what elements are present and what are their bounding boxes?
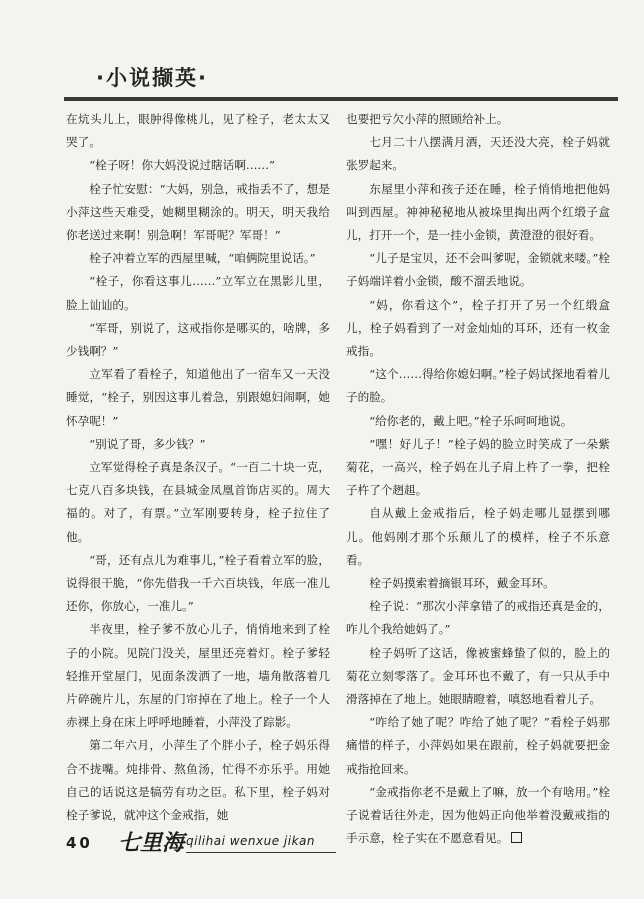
paragraph (346, 178, 610, 248)
paragraph-text: “金戒指你老不是戴上了嘛，放一个有啥用。”栓子说着话往外走，因为他妈正向他举着没戴戒指的手示意，栓子实在不愿意看见。 (346, 784, 610, 846)
paragraph (66, 247, 330, 270)
paragraph-text: “栓子呀！你大妈没说过瞎话啊……” (89, 158, 275, 173)
paragraph-text: “栓子，你看这事儿……”立军立在黑影儿里，脸上讪讪的。 (66, 274, 330, 312)
paragraph-text: “这个……得给你媳妇啊。”栓子妈试探地看着儿子的脸。 (346, 367, 610, 405)
header-divider (64, 97, 618, 101)
paragraph-text: 第二年六月，小萍生了个胖小子，栓子妈乐得合不拢嘴。炖排骨、熬鱼汤，忙得不亦乐乎。用她自己的话说这是犒劳有功之臣。私下里，栓子妈对栓子爹说，就冲这个金戒指，她 (66, 738, 330, 823)
paragraph-text: “哥，还有点儿为难事儿，”栓子看着立军的脸，说得很干脆，“你先借我一千六百块钱，年底一准儿还你，你放心，一准儿。” (66, 552, 330, 614)
paragraph (346, 595, 610, 641)
paragraph-text: 立军看了看栓子，知道他出了一宿车又一天没睡觉，“栓子，别因这事儿着急，别跟媳妇闹啊，她怀孕呢！” (66, 367, 330, 428)
paragraph (346, 294, 610, 364)
paragraph (66, 734, 330, 827)
paragraph (66, 108, 330, 154)
footer-divider (186, 852, 336, 853)
paragraph-text: 半夜里，栓子爹不放心儿子，悄悄地来到了栓子的小院。见院门没关，屋里还亮着灯。栓子爹轻轻推开堂屋门，见面条泼洒了一地，墙角散落着几片碎碗片儿，东屋的门帘掉在了地上。栓子一个人赤裸上身在床上呼呼地睡着，小萍没了踪影。 (66, 622, 330, 730)
paragraph-text: 栓子妈摸索着摘银耳环，戴金耳环。 (369, 576, 555, 591)
paragraph (66, 178, 330, 248)
paragraph-text: 自从戴上金戒指后，栓子妈走哪儿显摆到哪儿。他妈刚才那个乐颠儿了的模样，栓子不乐意看。 (346, 506, 610, 567)
paragraph-text: “给你老的，戴上吧。”栓子乐呵呵地说。 (369, 413, 573, 428)
paragraph-text: 栓子冲着立军的西屋里喊，“咱俩院里说话。” (89, 251, 316, 266)
paragraph-text: 栓子说：“那次小萍拿错了的戒指还真是金的，咋儿个我给她妈了。” (346, 599, 610, 637)
paragraph (66, 154, 330, 177)
paragraph-text: “咋给了她了呢？咋给了她了呢？”看栓子妈那痛惜的样子，小萍妈如果在跟前，栓子妈就要把金戒指抢回来。 (346, 715, 610, 776)
paragraph (346, 781, 610, 851)
paragraph (346, 433, 610, 503)
paragraph (346, 711, 610, 781)
paragraph (66, 456, 330, 549)
section-title: ·小说撷英· (96, 66, 208, 90)
paragraph-text: “嘿！好儿子！”栓子妈的脸立时笑成了一朵紫菊花，一高兴，栓子妈在儿子肩上杵了一拳，把栓子杵了个趔趄。 (346, 436, 610, 498)
paragraph (66, 363, 330, 433)
paragraph-text: “儿子是宝贝，还不会叫爹呢，金锁就来喽。”栓子妈端详着小金锁，酸不溜丢地说。 (346, 251, 610, 289)
paragraph (346, 410, 610, 433)
paragraph-text: 七月二十八摆满月酒，天还没大亮，栓子妈就张罗起来。 (346, 135, 610, 173)
paragraph (346, 131, 610, 177)
paragraph (346, 247, 610, 293)
paragraph (346, 572, 610, 595)
end-of-article-icon (511, 832, 522, 843)
paragraph (66, 270, 330, 316)
paragraph-text: 也要把亏欠小萍的照顾给补上。 (346, 112, 509, 126)
paragraph-text: “军哥，别说了，这戒指你是哪买的，啥牌，多少钱啊？” (66, 320, 330, 359)
paragraph-text: 在炕头儿上，眼肿得像桃儿，见了栓子，老太太又哭了。 (66, 112, 330, 150)
paragraph-text: 立军觉得栓子真是条汉子。“一百二十块一克，七克八百多块钱，在县城金凤凰首饰店买的。周大福的。对了，有票。”立军刚要转身，栓子拉住了他。 (66, 460, 330, 544)
paragraph (66, 618, 330, 734)
paragraph (346, 502, 610, 572)
paragraph-text: 栓子忙安慰：“大妈，别急，戒指丢不了，想是小萍这些天难受，她糊里糊涂的。明天，明天我给你老送过来啊！别急啊！军哥呢？军哥！” (66, 181, 330, 243)
page-number: 40 (66, 834, 93, 852)
paragraph-text: 栓子妈听了这话，像被蜜蜂蛰了似的，脸上的菊花立刻零落了。金耳环也不戴了，有一只从手中滑落掉在了地上。她眼睛瞪着，嗔怒地看着儿子。 (346, 645, 610, 707)
magazine-logo: 七里海 (118, 830, 185, 856)
paragraph (346, 363, 610, 409)
right-text-column (346, 108, 610, 851)
paragraph (346, 642, 610, 712)
left-text-column (66, 108, 330, 827)
paragraph (346, 108, 610, 131)
paragraph (66, 549, 330, 619)
paragraph (66, 433, 330, 456)
paragraph-text: 东屋里小萍和孩子还在睡，栓子悄悄地把他妈叫到西屋。神神秘秘地从被垛里掏出两个红缎子盒儿，打开一个，是一挂小金锁，黄澄澄的很好看。 (346, 181, 610, 243)
paragraph-text: “妈，你看这个”，栓子打开了另一个红缎盒儿，栓子妈看到了一对金灿灿的耳环，还有一枚金戒指。 (346, 297, 610, 359)
paragraph (66, 317, 330, 363)
paragraph-text: “别说了哥，多少钱？” (89, 436, 206, 451)
magazine-pinyin: qilihai wenxue jikan (186, 834, 316, 848)
